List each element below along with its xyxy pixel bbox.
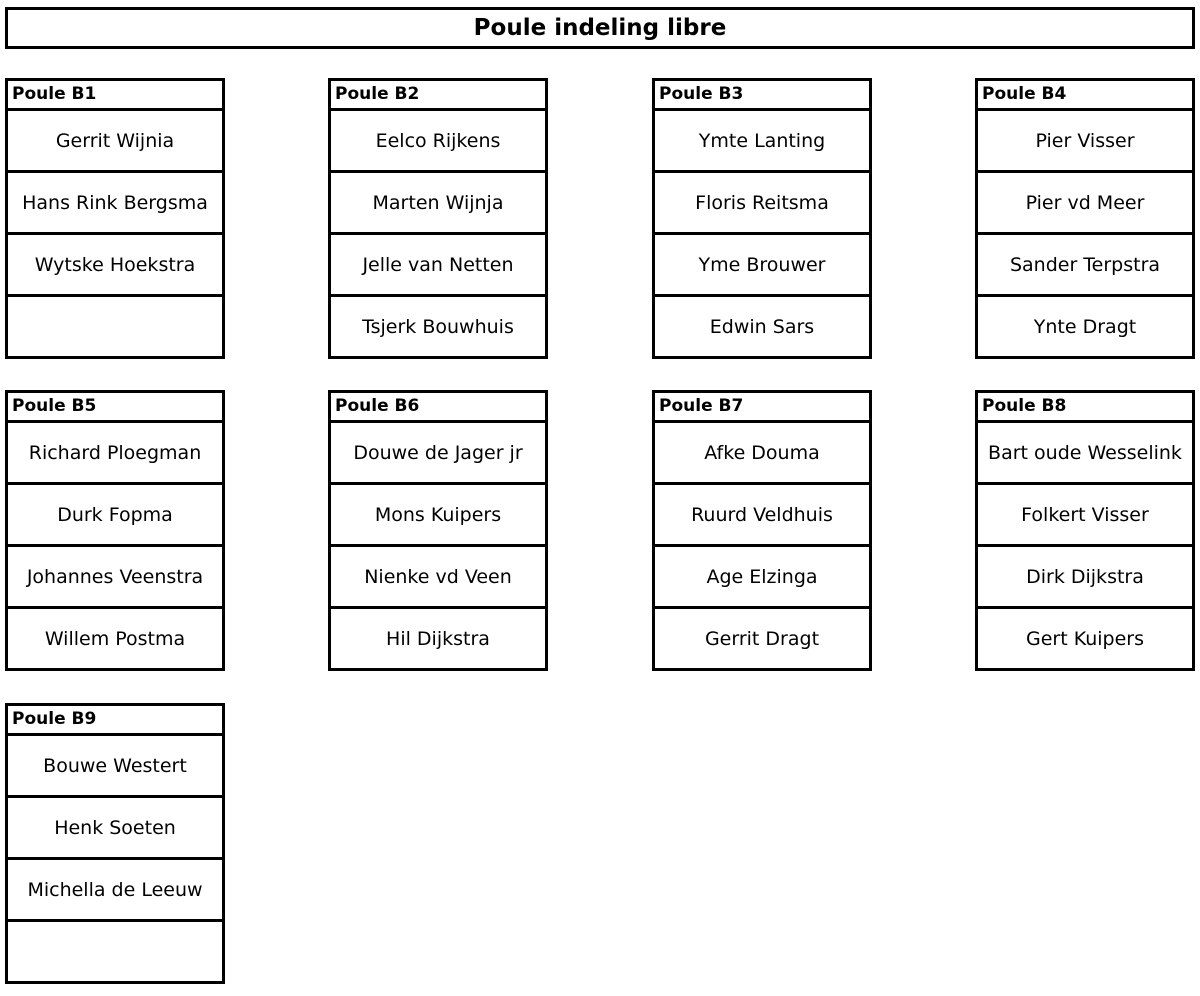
player-cell: Marten Wijnja <box>331 173 545 235</box>
player-cell: Gerrit Wijnia <box>8 111 222 173</box>
player-cell: Pier Visser <box>978 111 1192 173</box>
player-cell: Ymte Lanting <box>655 111 869 173</box>
page-title: Poule indeling libre <box>5 7 1195 49</box>
poule-b8 <box>975 390 1195 671</box>
player-cell: Floris Reitsma <box>655 173 869 235</box>
poule-header: Poule B1 <box>8 81 222 111</box>
poule-b7 <box>652 390 872 671</box>
poule-header: Poule B6 <box>331 393 545 423</box>
player-cell: Tsjerk Bouwhuis <box>362 315 514 338</box>
poule-header: Poule B5 <box>8 393 222 423</box>
player-cell: Johannes Veenstra <box>8 547 222 609</box>
player-cell: Dirk Dijkstra <box>978 547 1192 609</box>
poule-header: Poule B2 <box>331 81 545 111</box>
player-cell: Richard Ploegman <box>8 423 222 485</box>
player-cell: Ynte Dragt <box>1033 315 1137 338</box>
poule-b4 <box>975 78 1195 359</box>
player-cell: Afke Douma <box>655 423 869 485</box>
player-cell: Gert Kuipers <box>1025 627 1144 650</box>
poule-b3 <box>652 78 872 359</box>
player-cell <box>8 922 222 981</box>
poule-header: Poule B8 <box>978 393 1192 423</box>
poule-b9 <box>5 703 225 984</box>
poule-b1 <box>5 78 225 359</box>
player-cell: Pier vd Meer <box>978 173 1192 235</box>
player-cell: Age Elzinga <box>655 547 869 609</box>
poule-header: Poule B3 <box>655 81 869 111</box>
poule-b5 <box>5 390 225 671</box>
player-cell <box>8 297 222 356</box>
player-cell: Hans Rink Bergsma <box>8 173 222 235</box>
poule-b2 <box>328 78 548 359</box>
player-cell: Bouwe Westert <box>8 736 222 798</box>
player-cell: Bart oude Wesselink <box>978 423 1192 485</box>
poule-header: Poule B7 <box>655 393 869 423</box>
poule-b6 <box>328 390 548 671</box>
player-cell: Willem Postma <box>44 627 186 650</box>
player-cell: Michella de Leeuw <box>8 860 222 922</box>
poule-header: Poule B4 <box>978 81 1192 111</box>
player-cell: Durk Fopma <box>8 485 222 547</box>
player-cell: Wytske Hoekstra <box>8 235 222 297</box>
player-cell: Eelco Rijkens <box>331 111 545 173</box>
player-cell: Sander Terpstra <box>978 235 1192 297</box>
player-cell: Douwe de Jager jr <box>331 423 545 485</box>
player-cell: Folkert Visser <box>978 485 1192 547</box>
player-cell: Henk Soeten <box>8 798 222 860</box>
player-cell: Ruurd Veldhuis <box>655 485 869 547</box>
player-cell: Gerrit Dragt <box>704 627 820 650</box>
player-cell: Yme Brouwer <box>655 235 869 297</box>
player-cell: Nienke vd Veen <box>331 547 545 609</box>
player-cell: Mons Kuipers <box>331 485 545 547</box>
poule-header: Poule B9 <box>8 706 222 736</box>
player-cell: Hil Dijkstra <box>386 627 490 650</box>
player-cell: Edwin Sars <box>709 315 815 338</box>
player-cell: Jelle van Netten <box>331 235 545 297</box>
